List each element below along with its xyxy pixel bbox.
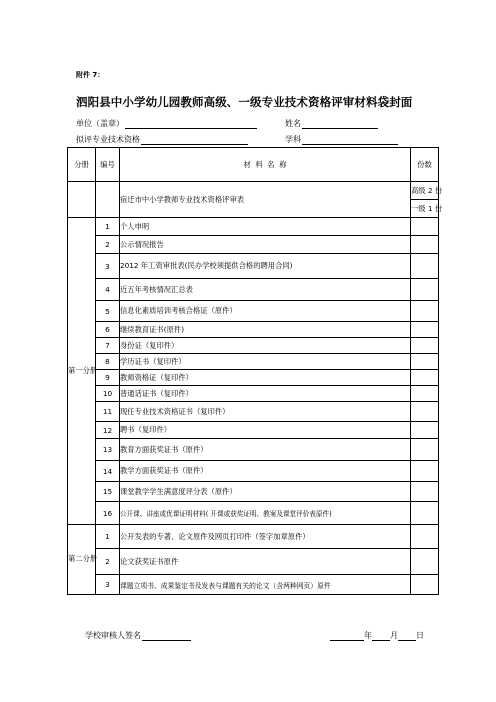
header-volume: 分册 bbox=[68, 148, 96, 182]
row-material: 学历证书（复印件） bbox=[120, 354, 411, 370]
date-field bbox=[330, 630, 424, 641]
table-row bbox=[68, 549, 439, 575]
row-material: 现任专业技术资格证书（复印件） bbox=[120, 402, 411, 422]
row-number: 14 bbox=[96, 461, 120, 482]
row-number: 11 bbox=[96, 402, 120, 422]
table-row bbox=[68, 439, 439, 461]
row-number: 9 bbox=[96, 370, 120, 386]
table-row bbox=[68, 370, 439, 386]
row-number: 4 bbox=[96, 279, 120, 301]
volume-1-label: 第一分册 bbox=[68, 218, 96, 525]
table-row bbox=[68, 236, 439, 254]
intended-qualification-label: 拟评专业技术资格 bbox=[76, 135, 140, 144]
reviewer-label: 学校审核人签名 bbox=[85, 631, 141, 640]
row-material: 教学方面获奖证书（原件） bbox=[120, 461, 411, 482]
row-material: 近五年考核情况汇总表 bbox=[120, 279, 411, 301]
table-row bbox=[68, 354, 439, 370]
table-row bbox=[68, 422, 439, 439]
unit-field bbox=[76, 118, 257, 129]
unit-blank bbox=[125, 119, 257, 129]
table-row bbox=[68, 402, 439, 422]
table-row bbox=[68, 461, 439, 482]
row-number: 3 bbox=[96, 575, 120, 595]
day-blank bbox=[398, 631, 416, 641]
materials-table bbox=[67, 147, 443, 595]
year-blank bbox=[330, 631, 364, 641]
name-label: 姓名 bbox=[285, 119, 301, 128]
copies-senior: 高级 2 份 bbox=[411, 182, 438, 200]
row-number: 7 bbox=[96, 338, 120, 354]
subject-field bbox=[285, 134, 398, 145]
table-row bbox=[68, 575, 439, 595]
row-material: 2012 年工资审批表(民办学校须提供合格的聘用合同) bbox=[120, 254, 411, 279]
row-material: 公开课、讲座或优课证明材料( 开课或获奖证明、教案及课堂评价表原件) bbox=[120, 502, 411, 525]
name-field bbox=[285, 118, 378, 129]
row-number: 3 bbox=[96, 254, 120, 279]
month-label: 月 bbox=[390, 631, 398, 640]
row-number: 6 bbox=[96, 322, 120, 338]
row-material: 普通话证书（复印件） bbox=[120, 386, 411, 402]
row-number: 1 bbox=[96, 525, 120, 549]
unit-label: 单位（盖章） bbox=[76, 119, 124, 128]
evaluation-form-name: 宿迁市中小学教师专业技术资格评审表 bbox=[120, 182, 411, 218]
header-number: 编号 bbox=[96, 148, 120, 182]
table-row bbox=[68, 502, 439, 525]
row-material: 论文获奖证书原件 bbox=[120, 549, 411, 575]
row-material: 公开发表的专著、论文原件及网页打印件（签字加章原件） bbox=[120, 525, 411, 549]
reviewer-signature-field bbox=[85, 630, 191, 641]
table-row bbox=[68, 525, 439, 549]
table-row bbox=[68, 482, 439, 502]
intended-qualification-blank bbox=[141, 135, 248, 145]
header-material: 材 料 名 称 bbox=[120, 148, 411, 182]
reviewer-blank bbox=[142, 631, 191, 641]
subject-blank bbox=[302, 135, 398, 145]
table-row bbox=[68, 322, 439, 338]
row-material: 个人申明 bbox=[120, 218, 411, 236]
intended-qualification-field bbox=[76, 134, 248, 145]
table-row bbox=[68, 218, 439, 236]
row-number: 5 bbox=[96, 301, 120, 322]
row-number: 12 bbox=[96, 422, 120, 439]
row-material: 聘书（复印件） bbox=[120, 422, 411, 439]
day-label: 日 bbox=[416, 631, 424, 640]
month-blank bbox=[372, 631, 390, 641]
row-material: 公示情况报告 bbox=[120, 236, 411, 254]
table-row bbox=[68, 338, 439, 354]
row-material: 课堂教学学生满意度评分表（原件） bbox=[120, 482, 411, 502]
table-row bbox=[68, 254, 439, 279]
row-number: 2 bbox=[96, 549, 120, 575]
row-number: 2 bbox=[96, 236, 120, 254]
row-material: 身份证（复印件） bbox=[120, 338, 411, 354]
table-row bbox=[68, 386, 439, 402]
year-label: 年 bbox=[364, 631, 372, 640]
attachment-label: 附件 7： bbox=[76, 71, 105, 79]
row-material: 信息化素质培训考核合格证（原件） bbox=[120, 301, 411, 322]
subject-label: 学科 bbox=[285, 135, 301, 144]
copies-cell bbox=[411, 182, 443, 218]
table-header-row bbox=[68, 148, 439, 182]
row-material: 教育方面获奖证书（原件） bbox=[120, 439, 411, 461]
evaluation-form-row bbox=[68, 182, 439, 218]
volume-2-label: 第二分册 bbox=[68, 525, 96, 595]
table-row bbox=[68, 301, 439, 322]
row-material: 继续教育证书(原件) bbox=[120, 322, 411, 338]
row-number: 8 bbox=[96, 354, 120, 370]
name-blank bbox=[302, 119, 378, 129]
row-number: 1 bbox=[96, 218, 120, 236]
row-number: 16 bbox=[96, 502, 120, 525]
row-number: 13 bbox=[96, 439, 120, 461]
row-material: 教师资格证（复印件） bbox=[120, 370, 411, 386]
row-material: 课题立项书、成果鉴定书及发表与课题有关的论文（含两种网页）原件 bbox=[120, 575, 411, 595]
header-copies: 份数 bbox=[411, 148, 439, 182]
row-number: 15 bbox=[96, 482, 120, 502]
table-row bbox=[68, 279, 439, 301]
copies-first-level: 一级 1 份 bbox=[411, 204, 443, 213]
row-number: 10 bbox=[96, 386, 120, 402]
page-title: 泗阳县中小学幼儿园教师高级、一级专业技术资格评审材料袋封面 bbox=[76, 95, 413, 109]
